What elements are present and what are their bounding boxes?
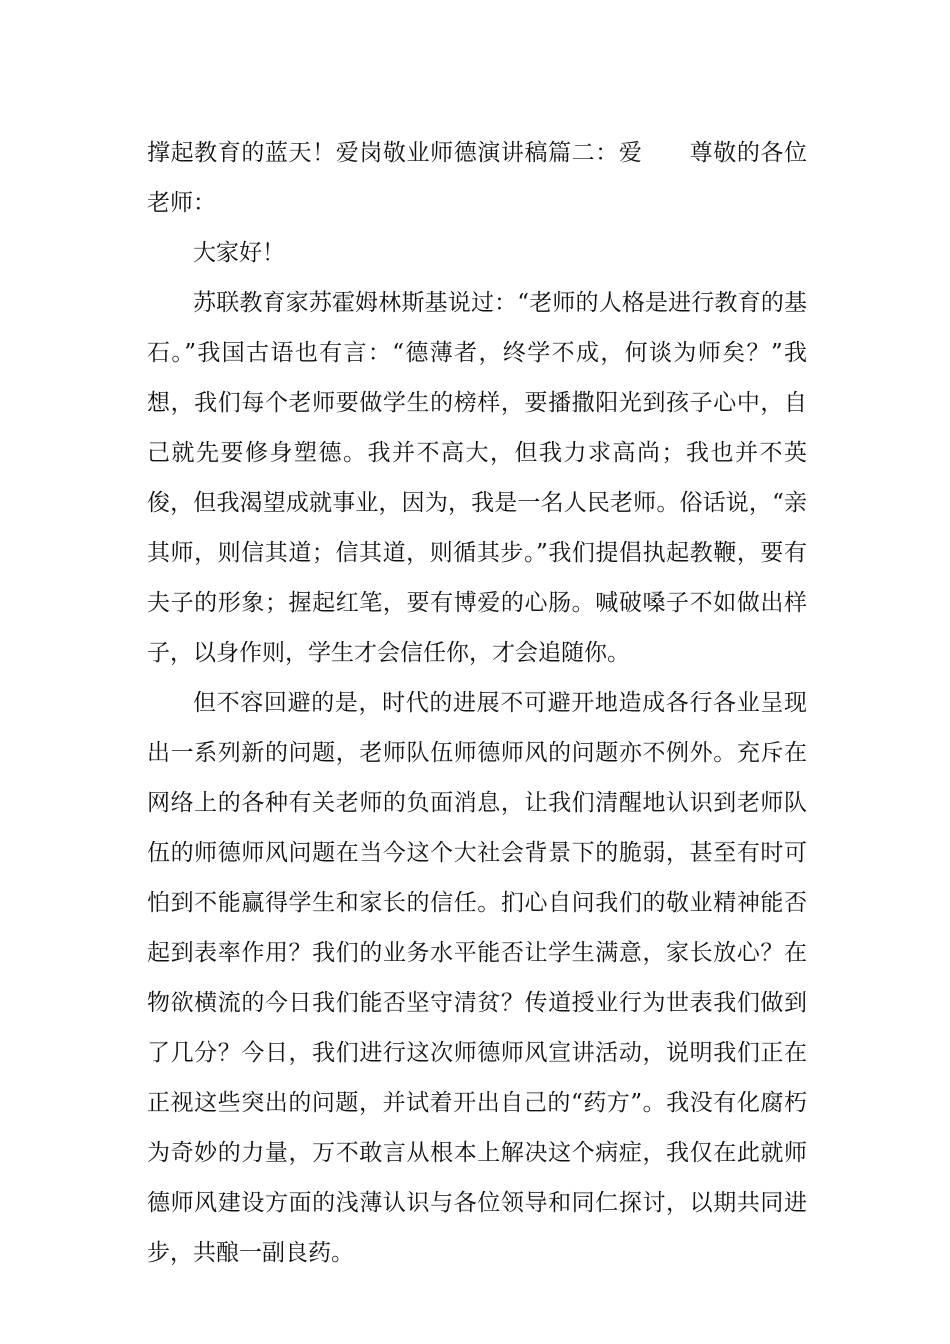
paragraph-title-continuation: 撑起教育的蓝天！爱岗敬业师德演讲稿篇二：爱 尊敬的各位老师： xyxy=(147,140,807,216)
paragraph-greeting: 大家好！ xyxy=(193,240,285,266)
body-text xyxy=(147,128,807,1278)
paragraph-body-1: 苏联教育家苏霍姆林斯基说过：“老师的人格是进行教育的基石。”我国古语也有言：“德薄者，终学不成，何谈为师矣？”我想，我们每个老师要做学生的榜样，要播撒阳光到孩子心中，自己就先要修身塑德。我并不高大，但我力求高尚；我也并不英俊，但我渴望成就事业，因为，我是一名人民老师。俗话说，“亲其师，则信其道；信其道，则循其步。”我们提倡执起教鞭，要有夫子的形象；握起红笔，要有博爱的心肠。喊破嗓子不如做出样子，以身作则，学生才会信任你，才会追随你。 xyxy=(147,290,807,666)
paragraph-body-2: 但不容回避的是，时代的进展不可避开地造成各行各业呈现出一系列新的问题，老师队伍师德师风的问题亦不例外。充斥在网络上的各种有关老师的负面消息，让我们清醒地认识到老师队伍的师德师风问题在当今这个大社会背景下的脆弱，甚至有时可怕到不能赢得学生和家长的信任。扪心自问我们的敬业精神能否起到表率作用？我们的业务水平能否让学生满意，家长放心？在物欲横流的今日我们能否坚守清贫？传道授业行为世表我们做到了几分？今日，我们进行这次师德师风宣讲活动，说明我们正在正视这些突出的问题，并试着开出自己的“药方”。我没有化腐朽为奇妙的力量，万不敢言从根本上解决这个病症，我仅在此就师德师风建设方面的浅薄认识与各位领导和同仁探讨，以期共同进步，共酿一副良药。 xyxy=(147,690,807,1266)
